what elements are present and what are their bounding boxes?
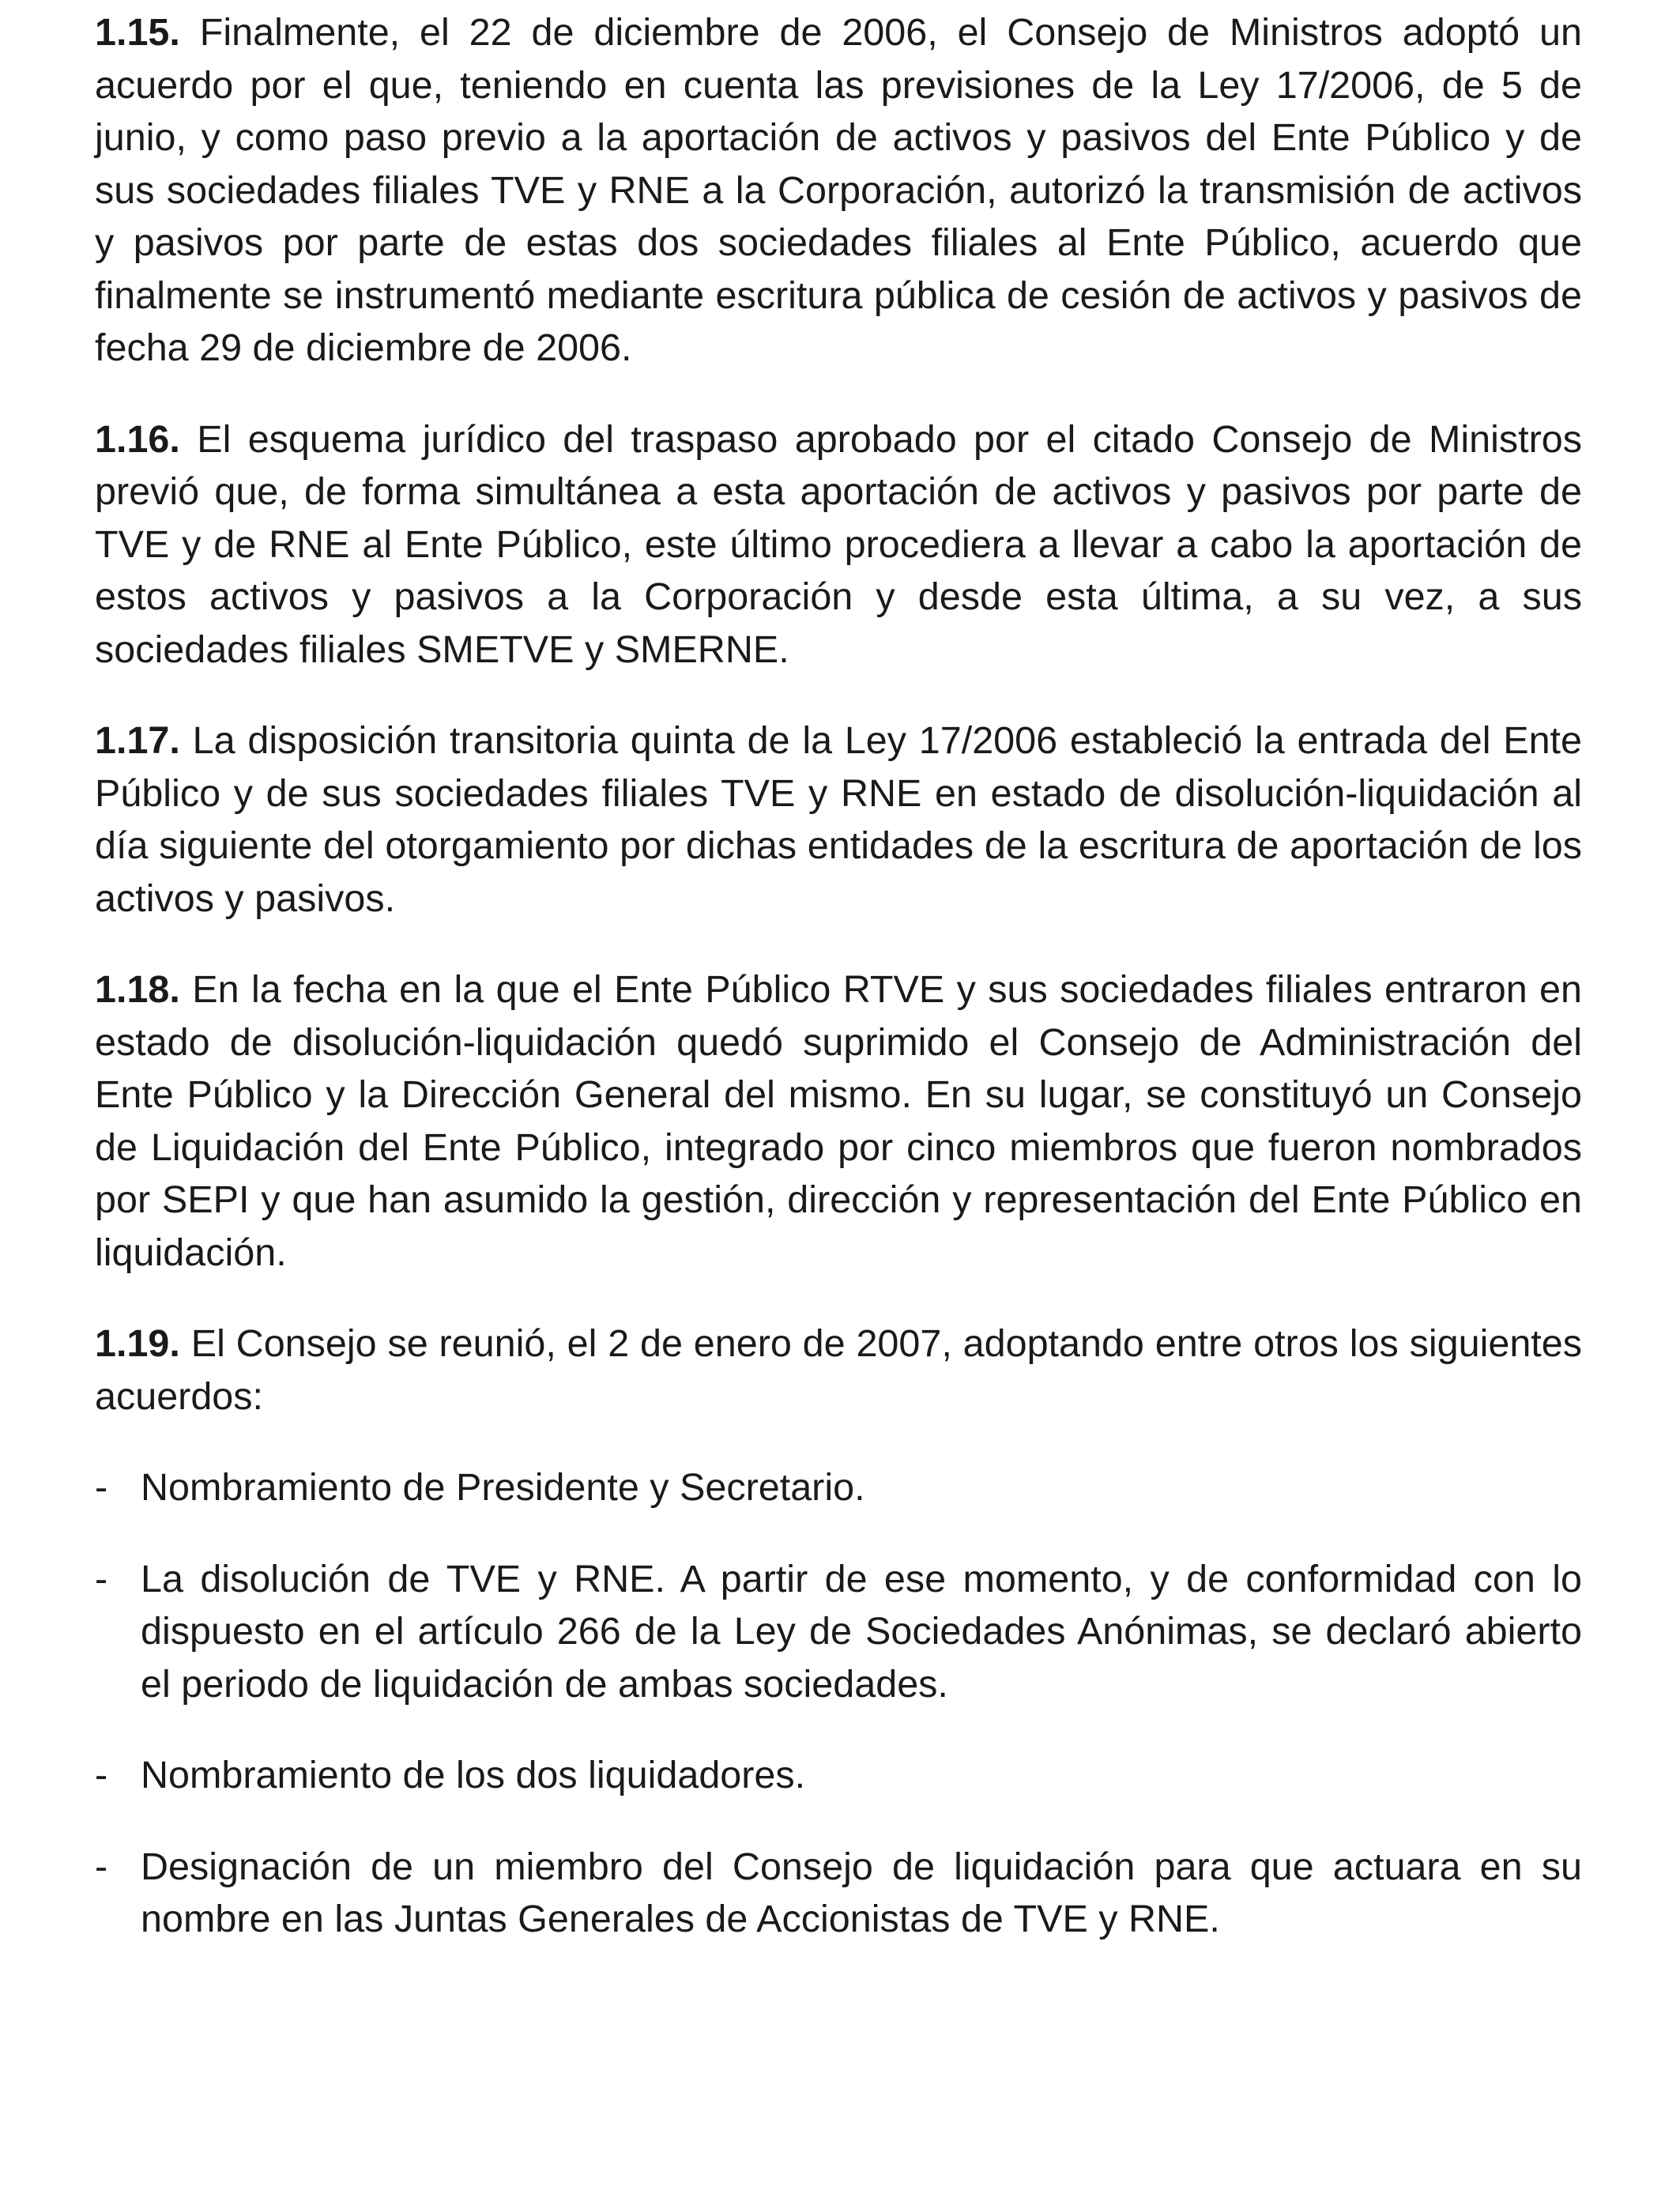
list-item [95, 1749, 1582, 1802]
list-item-text: Nombramiento de los dos liquidadores. [141, 1754, 806, 1796]
list-item-text: La disolución de TVE y RNE. A partir de ese momento, y de conformidad con lo dispuesto en el artículo 266 de la Ley de Sociedades Anónimas, se declaró abierto el periodo de liquidación de ambas sociedades. [141, 1557, 1582, 1706]
paragraph-number: 1.18. [95, 968, 180, 1011]
paragraph-text: Finalmente, el 22 de diciembre de 2006, el Consejo de Ministros adoptó un acuerdo por el que, teniendo en cuenta las previsiones de la Ley 17/2006, de 5 de junio, y como paso previo a la aportación de activos y pasivos del Ente Público y de sus sociedades filiales TVE y RNE a la Corporación, autorizó la transmisión de activos y pasivos por parte de estas dos sociedades filiales al Ente Público, acuerdo que finalmente se instrumentó mediante escritura pública de cesión de activos y pasivos de fecha 29 de diciembre de 2006. [95, 11, 1582, 369]
paragraph-1-18 [95, 963, 1582, 1279]
paragraph-1-15 [95, 6, 1582, 375]
paragraph-1-17 [95, 714, 1582, 925]
list-item [95, 1553, 1582, 1711]
paragraph-1-16 [95, 413, 1582, 677]
paragraph-number: 1.15. [95, 11, 180, 54]
list-item [95, 1461, 1582, 1514]
list-marker: - [95, 1754, 108, 1796]
paragraph-text: La disposición transitoria quinta de la Ley 17/2006 estableció la entrada del Ente Público y de sus sociedades filiales TVE y RNE en estado de disolución-liquidación al día siguiente del otorgamiento por dichas entidades de la escritura de aportación de los activos y pasivos. [95, 719, 1582, 920]
list-item [95, 1841, 1582, 1946]
document-page [95, 6, 1582, 1985]
paragraph-text: En la fecha en la que el Ente Público RTVE y sus sociedades filiales entraron en estado de disolución-liquidación quedó suprimido el Consejo de Administración del Ente Público y la Dirección General del mismo. En su lugar, se constituyó un Consejo de Liquidación del Ente Público, integrado por cinco miembros que fueron nombrados por SEPI y que han asumido la gestión, dirección y representación del Ente Público en liquidación. [95, 968, 1583, 1274]
paragraph-1-19 [95, 1318, 1582, 1423]
paragraph-number: 1.16. [95, 417, 180, 461]
paragraph-number: 1.17. [95, 719, 180, 762]
list-marker: - [95, 1466, 108, 1509]
paragraph-text: El Consejo se reunió, el 2 de enero de 2007, adoptando entre otros los siguientes acuerdos: [95, 1322, 1582, 1418]
agreements-list [95, 1461, 1582, 1946]
list-marker: - [95, 1557, 108, 1600]
list-marker: - [95, 1845, 108, 1888]
list-item-text: Designación de un miembro del Consejo de liquidación para que actuara en su nombre en las Juntas Generales de Accionistas de TVE y RNE. [141, 1845, 1582, 1940]
paragraph-text: El esquema jurídico del traspaso aprobado por el citado Consejo de Ministros previó que, de forma simultánea a esta aportación de activos y pasivos por parte de TVE y de RNE al Ente Público, este último procediera a llevar a cabo la aportación de estos activos y pasivos a la Corporación y desde esta última, a su vez, a sus sociedades filiales SMETVE y SMERNE. [95, 417, 1582, 671]
paragraph-number: 1.19. [95, 1322, 180, 1365]
list-item-text: Nombramiento de Presidente y Secretario. [141, 1466, 865, 1509]
